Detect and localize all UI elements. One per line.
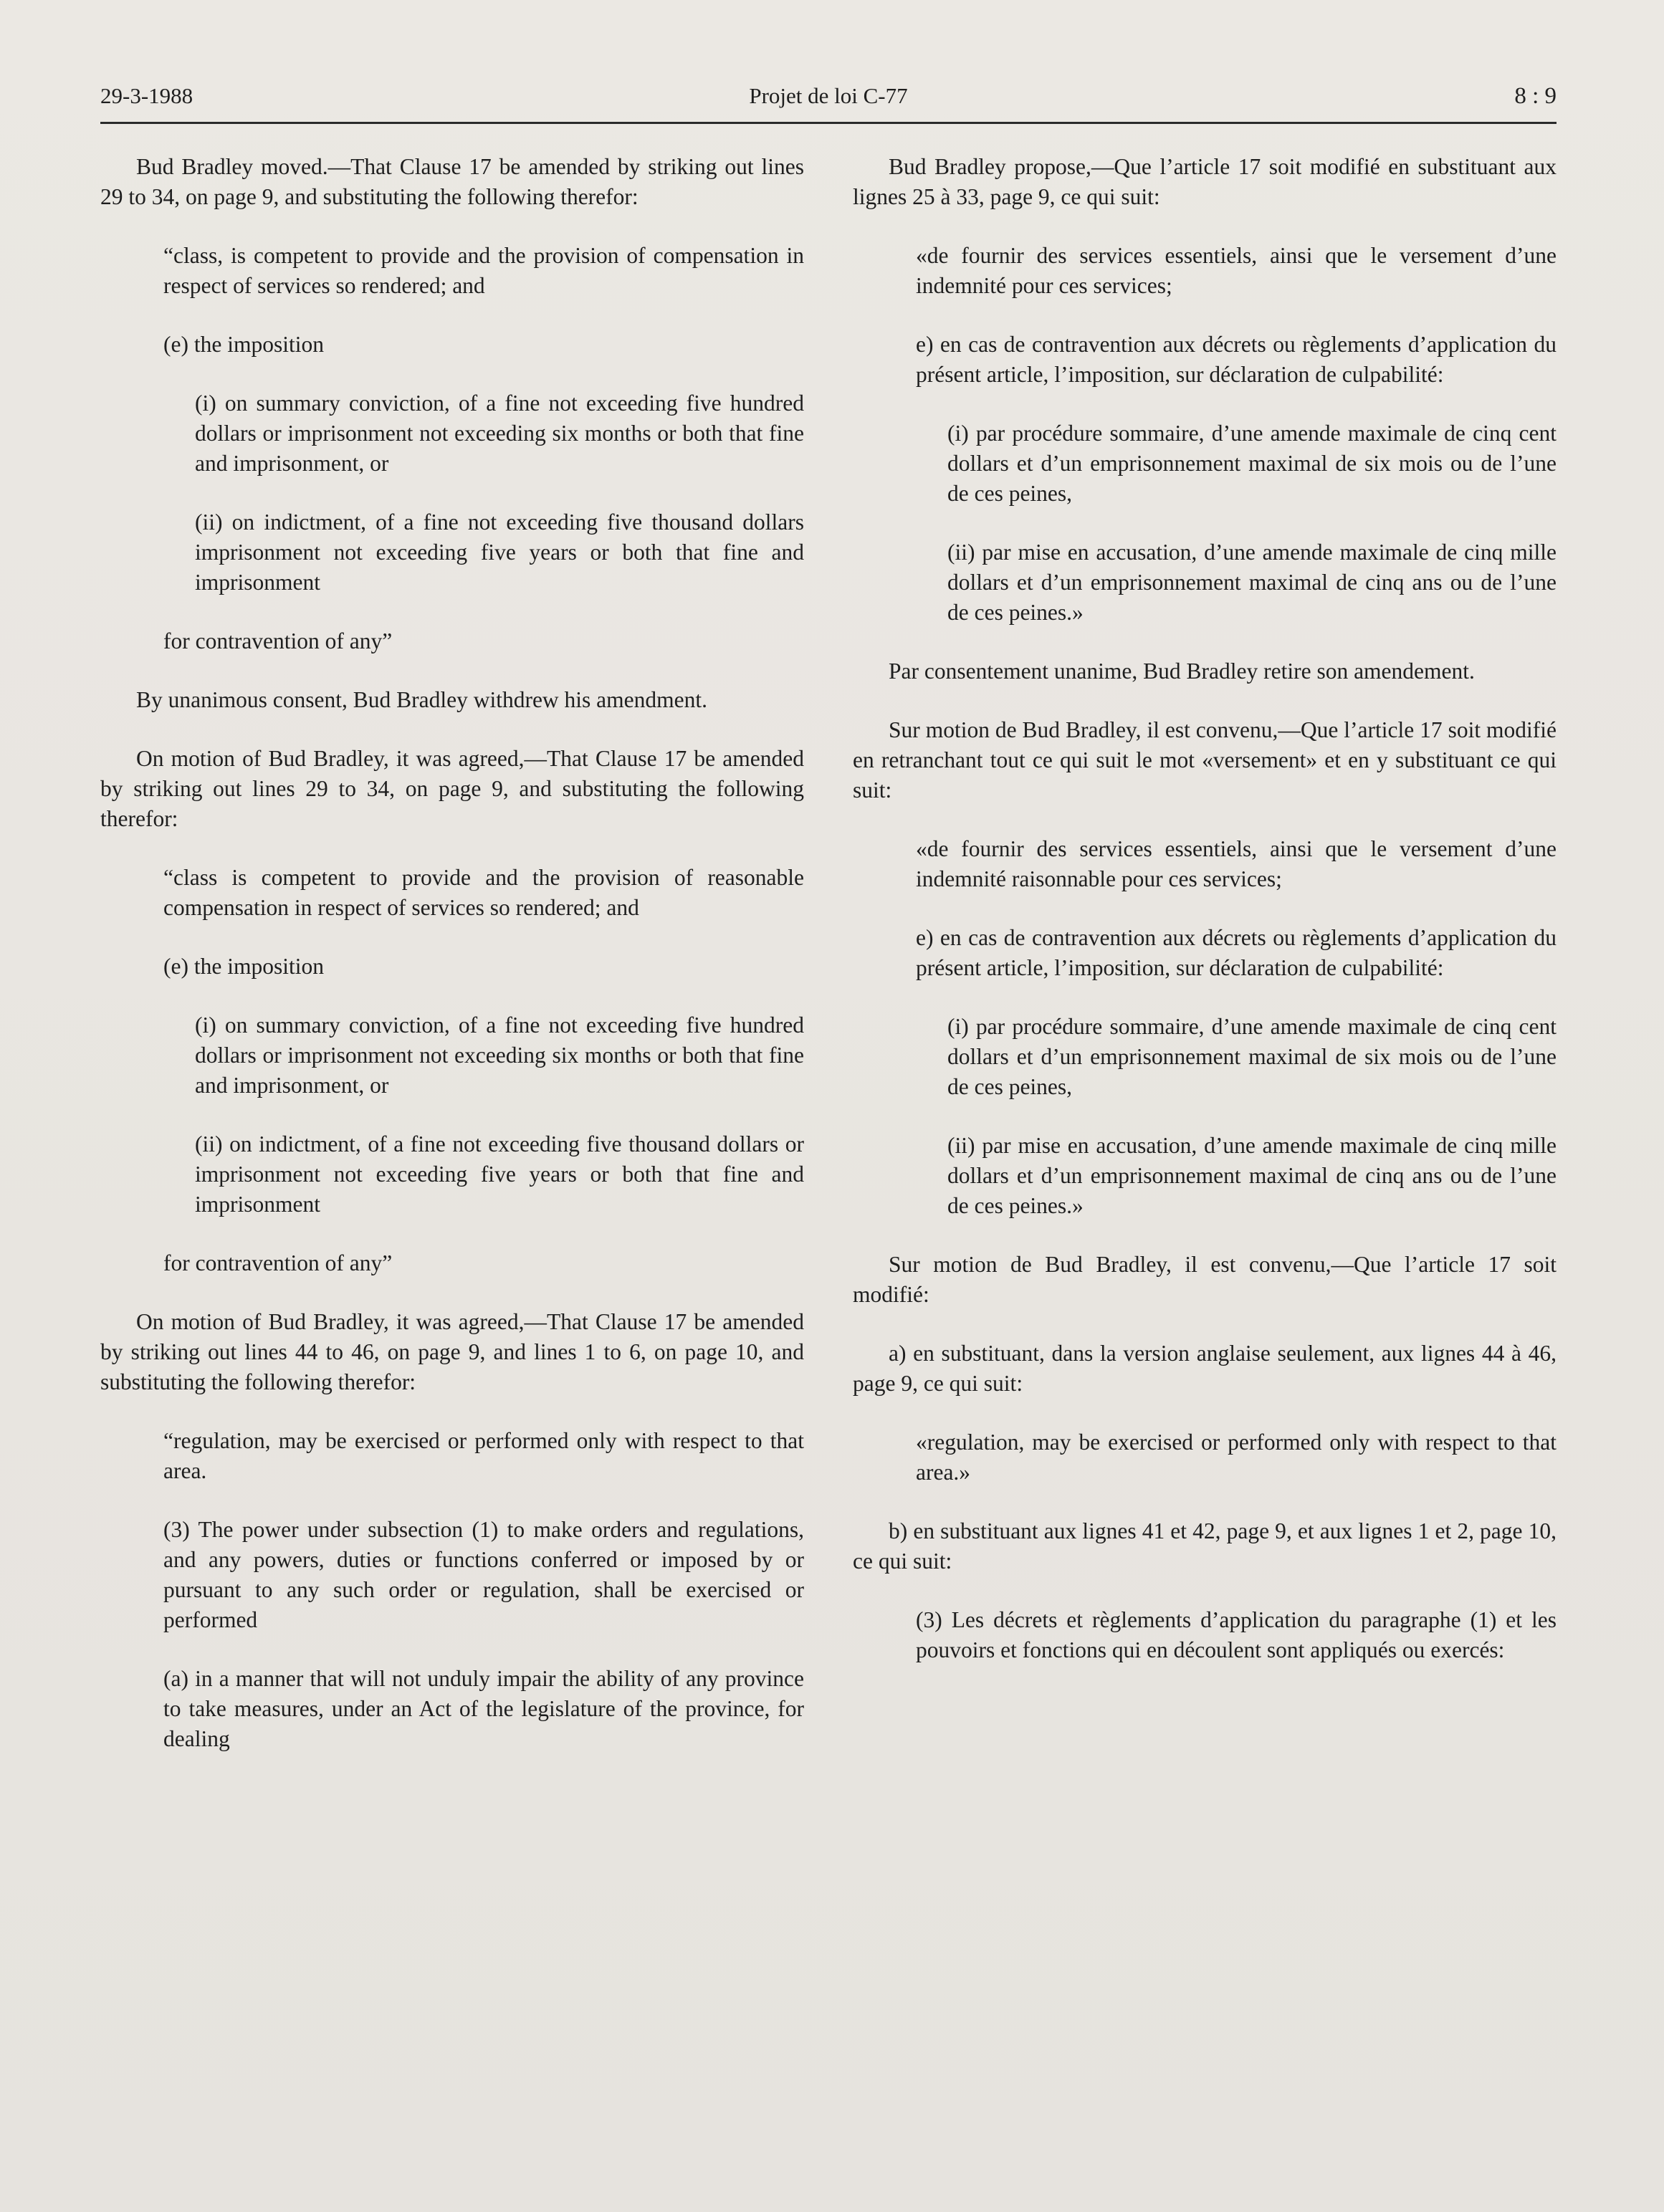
right-paragraph: Bud Bradley propose,—Que l’article 17 soit modifié en substituant aux lignes 25 à 33, page 9, ce qui suit: — [853, 154, 1557, 209]
left-paragraph: (i) on summary conviction, of a fine not exceeding five hundred dollars or imprisonment not exceeding six months or both that fine and imprisonment, or — [195, 1012, 804, 1098]
header-date: 29-3-1988 — [100, 83, 193, 108]
left-paragraph: By unanimous consent, Bud Bradley withdrew his amendment. — [136, 687, 708, 712]
right-paragraph: «de fournir des services essentiels, ainsi que le versement d’une indemnité pour ces services; — [916, 243, 1557, 298]
right-paragraph: «regulation, may be exercised or performed only with respect to that area.» — [916, 1430, 1557, 1485]
left-paragraph: (3) The power under subsection (1) to make orders and regulations, and any powers, duties or functions conferred or imposed by or pursuant to any such order or regulation, shall be exercised or performed — [163, 1517, 804, 1632]
header-title: Projet de loi C-77 — [749, 83, 908, 108]
left-paragraph: for contravention of any” — [163, 1250, 393, 1275]
left-paragraph: On motion of Bud Bradley, it was agreed,—That Clause 17 be amended by striking out lines 29 to 34, on page 9, and substituting the following therefor: — [100, 746, 804, 831]
left-paragraph: (ii) on indictment, of a fine not exceeding five thousand dollars imprisonment not exceeding five years or both that fine and imprisonment — [195, 509, 804, 595]
left-paragraph: for contravention of any” — [163, 628, 393, 653]
left-paragraph: (e) the imposition — [163, 332, 324, 357]
right-paragraph: Par consentement unanime, Bud Bradley retire son amendement. — [889, 659, 1475, 684]
english-column — [100, 152, 804, 1783]
right-paragraph: Sur motion de Bud Bradley, il est convenu,—Que l’article 17 soit modifié en retranchant tout ce qui suit le mot «versement» et en y substituant ce qui suit: — [853, 717, 1557, 803]
right-paragraph: (i) par procédure sommaire, d’une amende maximale de cinq cent dollars et d’un emprisonnement maximal de six mois ou de l’une de ces peines, — [947, 1014, 1557, 1099]
right-paragraph: e) en cas de contravention aux décrets ou règlements d’application du présent article, l’imposition, sur déclaration de culpabilité: — [916, 925, 1557, 980]
right-paragraph: (i) par procédure sommaire, d’une amende maximale de cinq cent dollars et d’un emprisonnement maximal de six mois ou de l’une de ces peines, — [947, 421, 1557, 506]
right-paragraph: (ii) par mise en accusation, d’une amende maximale de cinq mille dollars et d’un emprisonnement maximal de cinq ans ou de l’une de ces peines.» — [947, 540, 1557, 625]
left-paragraph: On motion of Bud Bradley, it was agreed,—That Clause 17 be amended by striking out lines 44 to 46, on page 9, and lines 1 to 6, on page 10, and substituting the following therefor: — [100, 1309, 804, 1394]
left-paragraph: Bud Bradley moved.—That Clause 17 be amended by striking out lines 29 to 34, on page 9, and substituting the following therefor: — [100, 154, 804, 209]
left-paragraph: (ii) on indictment, of a fine not exceeding five thousand dollars or imprisonment not exceeding five years or both that fine and imprisonment — [195, 1131, 804, 1217]
right-paragraph: e) en cas de contravention aux décrets ou règlements d’application du présent article, l’imposition, sur déclaration de culpabilité: — [916, 332, 1557, 387]
left-paragraph: (a) in a manner that will not unduly impair the ability of any province to take measures, under an Act of the legislature of the province, for dealing — [163, 1666, 804, 1751]
right-paragraph: a) en substituant, dans la version anglaise seulement, aux lignes 44 à 46, page 9, ce qui suit: — [853, 1341, 1557, 1396]
header-rule — [100, 122, 1557, 124]
left-paragraph: “class is competent to provide and the provision of reasonable compensation in respect of services so rendered; and — [163, 865, 804, 920]
right-paragraph: b) en substituant aux lignes 41 et 42, page 9, et aux lignes 1 et 2, page 10, ce qui suit: — [853, 1518, 1557, 1574]
french-column — [853, 152, 1557, 1694]
left-paragraph: “regulation, may be exercised or performed only with respect to that area. — [163, 1428, 804, 1483]
right-paragraph: Sur motion de Bud Bradley, il est convenu,—Que l’article 17 soit modifié: — [853, 1252, 1557, 1307]
right-paragraph: (3) Les décrets et règlements d’application du paragraphe (1) et les pouvoirs et fonctions qui en découlent sont appliqués ou exercés: — [916, 1607, 1557, 1662]
right-paragraph: «de fournir des services essentiels, ainsi que le versement d’une indemnité raisonnable pour ces services; — [916, 836, 1557, 891]
left-paragraph: “class, is competent to provide and the provision of compensation in respect of services so rendered; and — [163, 243, 804, 298]
header-page-number: 8 : 9 — [1514, 83, 1557, 109]
right-paragraph: (ii) par mise en accusation, d’une amende maximale de cinq mille dollars et d’un emprisonnement maximal de cinq ans ou de l’une de ces peines.» — [947, 1133, 1557, 1218]
page-header — [100, 83, 1557, 123]
left-paragraph: (e) the imposition — [163, 954, 324, 979]
left-paragraph: (i) on summary conviction, of a fine not exceeding five hundred dollars or imprisonment not exceeding six months or both that fine and imprisonment, or — [195, 391, 804, 476]
